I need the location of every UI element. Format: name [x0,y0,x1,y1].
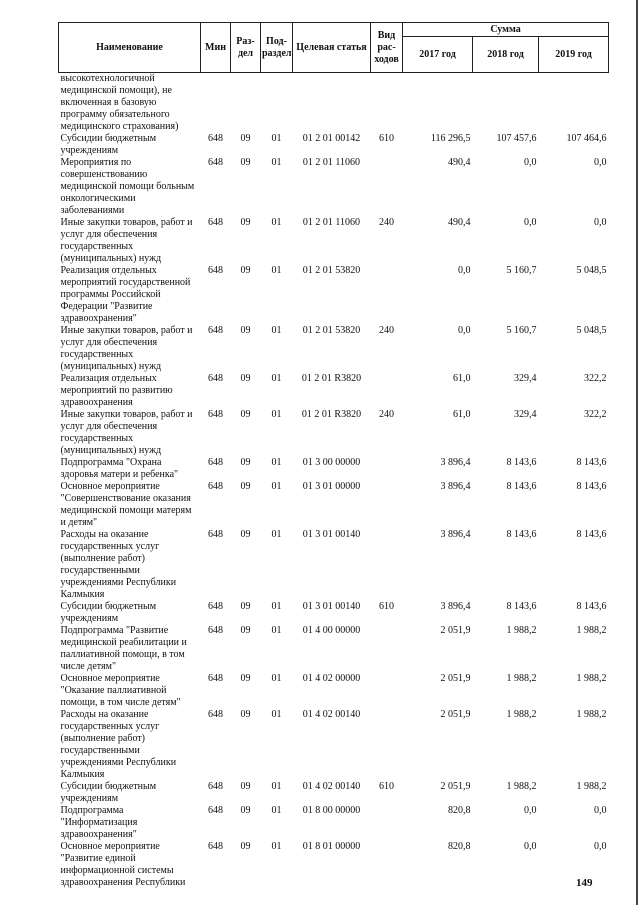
row-razdel: 09 [240,481,251,492]
row-expense-type [371,481,403,529]
row-sum-2017: 3 896,4 [440,601,471,612]
row-min: 648 [208,133,223,144]
row-target-article: 01 3 01 00000 [302,481,361,492]
row-sum-2018: 0,0 [524,841,537,852]
row-expense-type: 240 [379,325,394,336]
row-sum-2018: 1 988,2 [506,709,537,720]
row-sum-2019: 322,2 [584,373,607,384]
header-2018: 2018 год [473,37,539,73]
row-razdel: 09 [240,529,251,540]
row-sum-2017: 2 051,9 [440,673,471,684]
row-sum-2018: 8 143,6 [506,529,537,540]
table-row [59,217,609,265]
row-razdel: 09 [240,157,251,168]
row-min: 648 [208,409,223,420]
row-target-article: 01 8 00 00000 [302,805,361,816]
row-sum-2018: 5 160,7 [506,265,537,276]
row-name: Основное мероприятие "Развитие единой информационной системы здравоохранения Республики [60,841,186,888]
row-min: 648 [208,805,223,816]
row-sum-2017 [403,73,473,134]
row-sum-2017: 0,0 [458,265,471,276]
row-min: 648 [208,157,223,168]
row-sum-2017: 820,8 [448,841,471,852]
row-target-article: 01 4 02 00140 [302,709,361,720]
row-sum-2018: 1 988,2 [506,625,537,636]
row-name: Подпрограмма "Развитие медицинской реабилитации и паллиативной помощи, в том числе детям" [60,625,187,672]
row-podrazdel: 01 [271,625,282,636]
row-razdel: 09 [240,265,251,276]
row-podrazdel: 01 [271,133,282,144]
row-name: Мероприятия по совершенствованию медицинской помощи больным онкологическими заболеваниями [60,157,195,216]
row-target-article: 01 2 01 00142 [302,133,361,144]
row-razdel: 09 [240,841,251,852]
row-podrazdel: 01 [271,841,282,852]
row-min: 648 [208,529,223,540]
header-razdel: Раз-дел [231,23,261,73]
row-min: 648 [208,601,223,612]
row-podrazdel: 01 [271,217,282,228]
row-min: 648 [208,457,223,468]
row-razdel: 09 [240,217,251,228]
row-sum-2019: 1 988,2 [576,625,607,636]
row-razdel: 09 [240,601,251,612]
row-expense-type [371,625,403,673]
row-expense-type: 610 [379,133,394,144]
scan-edge-line [636,0,638,905]
row-name: Основное мероприятие "Оказание паллиативной помощи, в том числе детям" [60,673,181,708]
row-target-article: 01 4 02 00000 [302,673,361,684]
row-sum-2017: 3 896,4 [440,529,471,540]
row-podrazdel: 01 [271,457,282,468]
row-sum-2019: 5 048,5 [576,265,607,276]
row-razdel: 09 [240,625,251,636]
row-sum-2019: 322,2 [584,409,607,420]
row-podrazdel: 01 [271,805,282,816]
row-min: 648 [208,481,223,492]
row-name: Иные закупки товаров, работ и услуг для обеспечения государственных (муниципальных) нужд [60,217,193,264]
row-sum-2017: 0,0 [458,325,471,336]
row-podrazdel: 01 [271,481,282,492]
table-row [59,529,609,601]
row-podrazdel: 01 [271,409,282,420]
row-sum-2019: 8 143,6 [576,601,607,612]
row-expense-type [371,373,403,409]
row-min: 648 [208,709,223,720]
row-name: Субсидии бюджетным учреждениям [60,133,157,156]
row-target-article [293,73,371,134]
row-target-article: 01 4 00 00000 [302,625,361,636]
row-name: Иные закупки товаров, работ и услуг для обеспечения государственных (муниципальных) нужд [60,409,193,456]
row-sum-2018: 8 143,6 [506,601,537,612]
table-header [59,23,609,73]
row-sum-2019: 8 143,6 [576,457,607,468]
row-expense-type [371,457,403,481]
row-min: 648 [208,673,223,684]
row-sum-2019: 8 143,6 [576,481,607,492]
row-expense-type: 610 [379,781,394,792]
row-sum-2018: 0,0 [524,217,537,228]
header-min: Мин [201,23,231,73]
row-sum-2017: 61,0 [453,409,471,420]
row-sum-2019: 0,0 [594,217,607,228]
row-razdel: 09 [240,457,251,468]
row-min: 648 [208,325,223,336]
row-sum-2018: 329,4 [514,409,537,420]
row-podrazdel: 01 [271,373,282,384]
row-sum-2017: 61,0 [453,373,471,384]
row-min: 648 [208,625,223,636]
row-podrazdel: 01 [271,673,282,684]
row-min: 648 [208,265,223,276]
table-row [59,157,609,217]
row-name: Реализация отдельных мероприятий государственной программы Российской Федерации "Развитие здравоохранения" [60,265,191,324]
row-target-article: 01 4 02 00140 [302,781,361,792]
row-expense-type [371,709,403,781]
row-sum-2018: 1 988,2 [506,673,537,684]
row-sum-2017: 2 051,9 [440,781,471,792]
row-razdel: 09 [240,409,251,420]
table-row [59,481,609,529]
row-min [201,73,231,134]
row-razdel: 09 [240,133,251,144]
header-podrazdel: Под-раздел [261,23,293,73]
row-sum-2019 [539,73,609,134]
row-target-article: 01 2 01 53820 [302,265,361,276]
row-sum-2018: 8 143,6 [506,457,537,468]
row-razdel: 09 [240,709,251,720]
row-podrazdel [261,73,293,134]
row-expense-type: 240 [379,409,394,420]
row-sum-2018: 5 160,7 [506,325,537,336]
row-target-article: 01 2 01 11060 [302,217,361,228]
row-expense-type [371,805,403,841]
row-name: Основное мероприятие "Совершенствование оказания медицинской помощи матерям и детям" [60,481,192,528]
row-name: Подпрограмма "Информатизация здравоохранения" [60,805,138,840]
header-target-article: Целевая статья [293,23,371,73]
row-expense-type [371,265,403,325]
table-row [59,325,609,373]
row-name: Иные закупки товаров, работ и услуг для обеспечения государственных (муниципальных) нужд [60,325,193,372]
page-number: 149 [576,877,593,889]
row-razdel: 09 [240,781,251,792]
header-2019: 2019 год [539,37,609,73]
row-expense-type [371,529,403,601]
row-sum-2017: 3 896,4 [440,457,471,468]
row-sum-2018 [473,73,539,134]
row-name: высокотехнологичной медицинской помощи), не включенная в базовую программу обязательного медицинского страхования) [60,73,179,132]
table-row [59,781,609,805]
row-razdel: 09 [240,673,251,684]
row-sum-2019: 1 988,2 [576,781,607,792]
row-target-article: 01 2 01 R3820 [301,409,362,420]
table-row [59,73,609,134]
table-row [59,133,609,157]
row-sum-2018: 0,0 [524,157,537,168]
row-name: Подпрограмма "Охрана здоровья матери и ребенка" [60,457,179,480]
table-row [59,709,609,781]
row-sum-2018: 1 988,2 [506,781,537,792]
row-razdel: 09 [240,805,251,816]
row-target-article: 01 3 01 00140 [302,601,361,612]
row-name: Расходы на оказание государственных услуг (выполнение работ) государственными учреждениями Республики Калмыкия [60,709,177,780]
row-target-article: 01 2 01 R3820 [301,373,362,384]
row-target-article: 01 2 01 53820 [302,325,361,336]
row-target-article: 01 3 01 00140 [302,529,361,540]
row-sum-2019: 0,0 [594,841,607,852]
row-sum-2019: 1 988,2 [576,709,607,720]
row-sum-2017: 490,4 [448,157,471,168]
row-sum-2019: 8 143,6 [576,529,607,540]
header-name: Наименование [59,23,201,73]
row-podrazdel: 01 [271,529,282,540]
table-row [59,457,609,481]
table-row [59,625,609,673]
row-razdel: 09 [240,373,251,384]
row-sum-2019: 0,0 [594,157,607,168]
row-podrazdel: 01 [271,157,282,168]
row-sum-2017: 116 296,5 [430,133,471,144]
row-expense-type [371,73,403,134]
row-sum-2018: 107 457,6 [496,133,537,144]
row-expense-type [371,673,403,709]
row-name: Расходы на оказание государственных услуг (выполнение работ) государственными учреждениями Республики Калмыкия [60,529,177,600]
row-sum-2017: 2 051,9 [440,625,471,636]
row-name: Субсидии бюджетным учреждениям [60,781,157,804]
row-sum-2017: 820,8 [448,805,471,816]
table-row [59,601,609,625]
row-podrazdel: 01 [271,709,282,720]
row-min: 648 [208,217,223,228]
table-row [59,673,609,709]
row-expense-type [371,841,403,889]
table-row [59,841,609,889]
row-target-article: 01 3 00 00000 [302,457,361,468]
row-podrazdel: 01 [271,781,282,792]
table-row [59,409,609,457]
row-expense-type: 610 [379,601,394,612]
table-body [59,73,609,890]
row-sum-2019: 0,0 [594,805,607,816]
table-row [59,373,609,409]
row-razdel: 09 [240,325,251,336]
row-min: 648 [208,373,223,384]
row-expense-type: 240 [379,217,394,228]
row-sum-2019: 1 988,2 [576,673,607,684]
row-target-article: 01 2 01 11060 [302,157,361,168]
row-sum-2019: 5 048,5 [576,325,607,336]
row-sum-2017: 3 896,4 [440,481,471,492]
row-expense-type [371,157,403,217]
row-target-article: 01 8 01 00000 [302,841,361,852]
budget-table [58,22,609,889]
row-min: 648 [208,841,223,852]
row-sum-2017: 490,4 [448,217,471,228]
row-podrazdel: 01 [271,265,282,276]
row-sum-2019: 107 464,6 [566,133,607,144]
row-min: 648 [208,781,223,792]
row-sum-2018: 0,0 [524,805,537,816]
row-sum-2018: 329,4 [514,373,537,384]
header-sum: Сумма [403,23,609,37]
row-sum-2018: 8 143,6 [506,481,537,492]
header-expense-type: Вид рас-ходов [371,23,403,73]
row-name: Реализация отдельных мероприятий по развитию здравоохранения [60,373,173,408]
row-razdel [231,73,261,134]
row-name: Субсидии бюджетным учреждениям [60,601,157,624]
table-row [59,805,609,841]
table-row [59,265,609,325]
row-sum-2017: 2 051,9 [440,709,471,720]
row-podrazdel: 01 [271,325,282,336]
row-podrazdel: 01 [271,601,282,612]
header-2017: 2017 год [403,37,473,73]
